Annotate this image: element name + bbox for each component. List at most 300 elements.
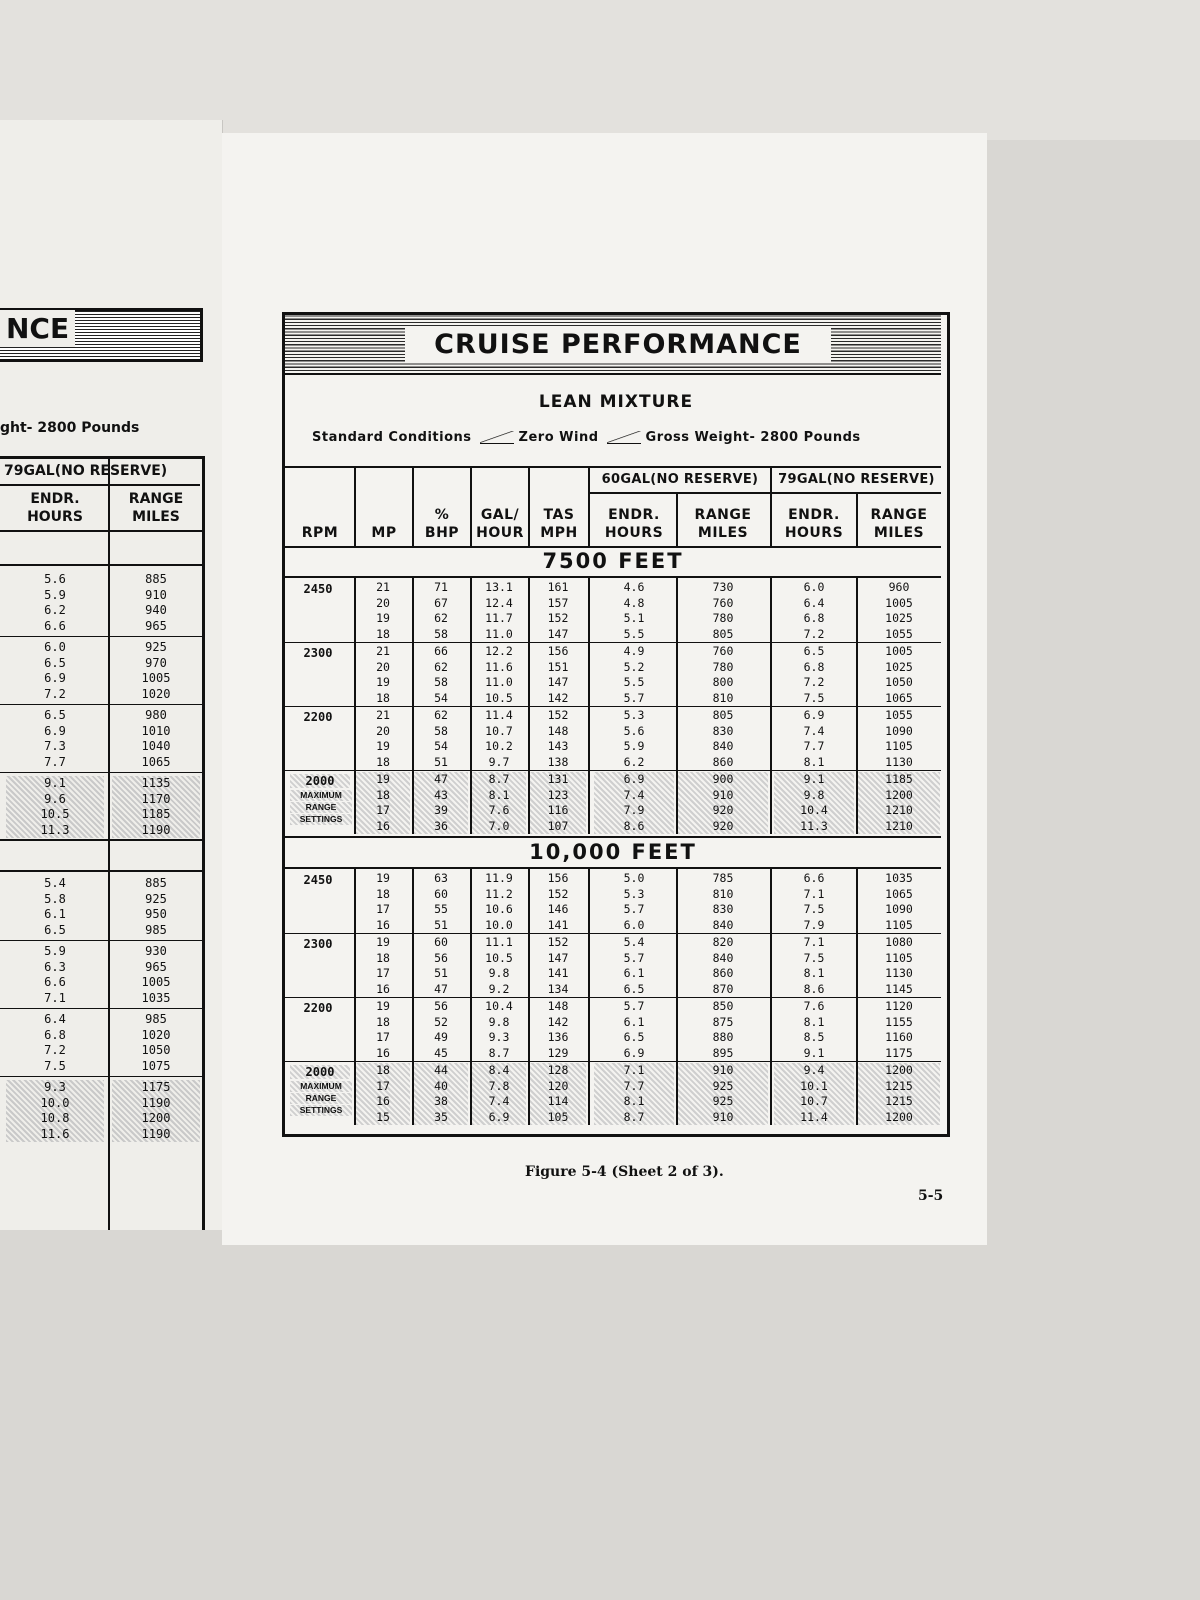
left-endr-cell: 11.6 <box>40 1126 70 1141</box>
column-divider <box>770 1061 772 1125</box>
col-range79-top: RANGE <box>870 507 928 523</box>
range79-cell: 960 <box>888 580 910 594</box>
tas-cell: 129 <box>547 1045 569 1060</box>
range60-cell: 910 <box>712 787 734 802</box>
group-header-rule <box>590 492 941 494</box>
endr60-cell: 5.6 <box>623 723 645 738</box>
range60-cell: 910 <box>712 1109 734 1124</box>
range79-cell: 1105 <box>885 739 913 753</box>
col-mp: MP <box>371 525 397 541</box>
gal-cell-column <box>472 999 526 1061</box>
endr79-cell: 7.4 <box>803 723 825 738</box>
gal-cell: 11.6 <box>485 659 513 674</box>
gal-cell: 11.1 <box>485 935 513 949</box>
left-range-cell: 980 <box>145 708 167 722</box>
col-bhp-bottom: BHP <box>424 525 460 541</box>
hdr-divider <box>676 492 678 546</box>
tas-cell: 134 <box>547 981 569 996</box>
left-endr-cell: 5.9 <box>44 587 66 602</box>
left-range-cell: 1190 <box>141 822 171 837</box>
endr60-cell: 8.1 <box>623 1094 645 1108</box>
mp-cell: 18 <box>376 1063 390 1077</box>
bhp-cell-column <box>414 871 468 933</box>
tas-cell: 128 <box>547 1063 569 1077</box>
endr79-cell: 9.8 <box>803 787 825 802</box>
range60-cell: 730 <box>712 580 734 594</box>
tas-cell: 142 <box>547 690 569 705</box>
left-endr-column <box>6 1012 104 1074</box>
column-divider <box>588 869 590 933</box>
endr60-cell: 6.2 <box>623 754 645 769</box>
range60-cell-column <box>678 999 768 1061</box>
col-endr60-top: ENDR. <box>608 507 660 523</box>
group-79gal: 79GAL(NO RESERVE) <box>778 472 935 487</box>
range79-cell: 1055 <box>885 626 913 641</box>
left-range-cell: 1020 <box>141 686 171 701</box>
range79-cell: 1005 <box>885 595 913 610</box>
endr79-cell: 9.1 <box>803 772 825 786</box>
left-endr-cell: 6.0 <box>44 640 66 654</box>
header-top-rule <box>285 466 941 468</box>
mp-cell: 18 <box>376 690 390 705</box>
range79-cell: 1025 <box>885 659 913 674</box>
tas-cell: 107 <box>547 818 569 833</box>
col-range79-bottom: MILES <box>873 525 925 541</box>
left-range-column <box>112 944 200 1006</box>
left-endr-cell: 10.0 <box>40 1095 70 1110</box>
left-endr-column <box>6 876 104 938</box>
range60-cell: 860 <box>712 754 734 769</box>
left-endr-cell: 10.5 <box>40 807 70 821</box>
left-group-rule <box>0 1008 202 1009</box>
endr79-cell: 6.4 <box>803 595 825 610</box>
bhp-cell-column <box>414 772 468 834</box>
range60-cell-column <box>678 935 768 997</box>
range60-cell: 785 <box>712 871 734 885</box>
hdr-divider <box>770 466 772 546</box>
column-divider <box>770 997 772 1061</box>
endr60-cell: 7.9 <box>623 803 645 817</box>
tas-cell-column <box>530 772 586 834</box>
endr60-cell-column <box>594 580 674 642</box>
range79-cell: 1160 <box>885 1030 913 1044</box>
left-endr-cell: 7.3 <box>44 739 66 753</box>
mp-cell: 20 <box>376 723 390 738</box>
tas-cell: 138 <box>547 754 569 769</box>
bhp-cell: 49 <box>434 1030 448 1044</box>
left-endr-cell: 7.7 <box>44 754 66 769</box>
endr60-cell: 6.1 <box>623 1014 645 1029</box>
col-rpm: RPM <box>301 525 339 541</box>
bhp-cell: 44 <box>434 1063 448 1077</box>
rpm-cell: 2200 <box>303 710 333 724</box>
range79-cell: 1105 <box>885 917 913 932</box>
page-number: 5-5 <box>918 1188 944 1204</box>
rpm-cell: 2000 <box>290 1065 350 1079</box>
section-rule <box>285 867 941 869</box>
tas-cell: 143 <box>547 739 569 753</box>
slash-separator-icon <box>480 431 514 444</box>
mp-cell: 19 <box>376 611 390 625</box>
bhp-cell: 71 <box>434 580 448 594</box>
mp-cell: 20 <box>376 659 390 674</box>
endr79-cell-column <box>774 644 854 706</box>
left-range-cell: 1135 <box>141 776 171 790</box>
endr79-cell: 7.9 <box>803 917 825 932</box>
range79-cell-column <box>858 708 940 770</box>
condition-wind: Zero Wind <box>518 430 599 445</box>
gal-cell: 10.6 <box>485 902 513 916</box>
endr60-cell: 6.5 <box>623 981 645 996</box>
left-range-cell: 925 <box>145 640 167 654</box>
mp-cell: 18 <box>376 754 390 769</box>
left-col-range: RANGE MILES <box>128 491 184 525</box>
left-endr-cell: 7.5 <box>44 1058 66 1073</box>
bhp-cell: 47 <box>434 772 448 786</box>
bhp-cell: 51 <box>434 917 448 932</box>
bhp-cell: 56 <box>434 999 448 1013</box>
bhp-cell: 35 <box>434 1109 448 1124</box>
left-range-cell: 1190 <box>141 1126 171 1141</box>
mp-cell: 16 <box>376 981 390 996</box>
col-tas-top: TAS <box>543 507 575 523</box>
col-gal-bottom: HOUR <box>476 525 524 541</box>
mp-cell: 16 <box>376 1094 390 1108</box>
gal-cell: 9.8 <box>488 966 510 980</box>
bhp-cell: 66 <box>434 644 448 658</box>
range60-cell: 920 <box>712 803 734 817</box>
range60-cell-column <box>678 580 768 642</box>
tas-cell: 152 <box>547 611 569 625</box>
tas-cell: 147 <box>547 626 569 641</box>
gal-cell: 7.0 <box>488 818 510 833</box>
col-range60-bottom: MILES <box>697 525 749 541</box>
tas-cell-column <box>530 708 586 770</box>
left-endr-cell: 5.6 <box>44 572 66 586</box>
left-endr-cell: 6.6 <box>44 618 66 633</box>
range60-cell-column <box>678 871 768 933</box>
left-endr-cell: 6.9 <box>44 671 66 685</box>
endr79-cell: 6.5 <box>803 644 825 658</box>
left-endr-column <box>6 640 104 702</box>
range79-cell: 1055 <box>885 708 913 722</box>
left-endr-cell: 5.9 <box>44 944 66 958</box>
hdr-divider <box>588 466 590 546</box>
bhp-cell: 60 <box>434 886 448 901</box>
rpm-cell: 2000 <box>290 774 350 788</box>
tas-cell: 105 <box>547 1109 569 1124</box>
left-range-cell: 930 <box>145 944 167 958</box>
gal-cell: 6.9 <box>488 1109 510 1124</box>
left-range-cell: 1040 <box>141 739 171 753</box>
left-title-fragment: NCE <box>0 310 75 347</box>
endr79-cell: 7.1 <box>803 886 825 901</box>
gal-cell: 13.1 <box>485 580 513 594</box>
range60-cell: 875 <box>712 1014 734 1029</box>
rpm-cell: 2300 <box>303 646 333 660</box>
mp-cell: 18 <box>376 626 390 641</box>
range79-cell: 1050 <box>885 675 913 689</box>
endr79-cell: 10.1 <box>800 1078 828 1093</box>
left-endr-cell: 5.8 <box>44 891 66 906</box>
endr79-cell: 8.6 <box>803 981 825 996</box>
bhp-cell-column <box>414 1063 468 1125</box>
left-range-cell: 1065 <box>141 754 171 769</box>
gal-cell: 11.7 <box>485 611 513 625</box>
mp-cell-column <box>356 999 410 1061</box>
left-endr-cell: 6.4 <box>44 1012 66 1026</box>
range79-cell: 1210 <box>885 818 913 833</box>
endr79-cell: 6.8 <box>803 659 825 674</box>
left-divider <box>108 459 110 1230</box>
endr79-cell: 9.1 <box>803 1045 825 1060</box>
range60-cell: 925 <box>712 1094 734 1108</box>
section-title-10000: 10,000 FEET <box>529 840 697 864</box>
range79-cell: 1130 <box>885 754 913 769</box>
endr60-cell-column <box>594 708 674 770</box>
tas-cell: 147 <box>547 950 569 965</box>
tas-cell: 156 <box>547 644 569 658</box>
tas-cell: 152 <box>547 886 569 901</box>
bhp-cell-column <box>414 999 468 1061</box>
range79-cell-column <box>858 871 940 933</box>
left-range-cell: 985 <box>145 922 167 937</box>
endr60-cell-column <box>594 1063 674 1125</box>
left-range-column <box>112 572 200 634</box>
range60-cell: 860 <box>712 966 734 980</box>
gal-cell: 9.8 <box>488 1014 510 1029</box>
tas-cell-column <box>530 644 586 706</box>
left-endr-cell: 9.1 <box>44 776 66 790</box>
bhp-cell-column <box>414 580 468 642</box>
column-divider <box>770 770 772 834</box>
bhp-cell: 43 <box>434 787 448 802</box>
bhp-cell: 62 <box>434 659 448 674</box>
hdr-divider <box>528 466 530 546</box>
endr60-cell: 5.0 <box>623 871 645 885</box>
gal-cell: 7.4 <box>488 1094 510 1108</box>
left-endr-column <box>6 776 104 838</box>
endr79-cell: 7.1 <box>803 935 825 949</box>
left-group-rule <box>0 940 202 941</box>
column-divider <box>588 997 590 1061</box>
endr79-cell: 6.9 <box>803 708 825 722</box>
endr79-cell-column <box>774 772 854 834</box>
rpm-cell: 2450 <box>303 873 333 887</box>
range60-cell: 840 <box>712 739 734 753</box>
mp-cell: 15 <box>376 1109 390 1124</box>
range79-cell: 1065 <box>885 886 913 901</box>
endr60-cell: 4.8 <box>623 595 645 610</box>
left-range-cell: 885 <box>145 876 167 890</box>
bhp-cell: 63 <box>434 871 448 885</box>
hdr-divider <box>412 466 414 546</box>
column-divider <box>588 642 590 706</box>
endr60-cell: 5.3 <box>623 886 645 901</box>
range79-cell-column <box>858 1063 940 1125</box>
rpm-cell: 2300 <box>303 937 333 951</box>
range60-cell: 900 <box>712 772 734 786</box>
mp-cell: 19 <box>376 772 390 786</box>
tas-cell-column <box>530 580 586 642</box>
rpm-cell: 2200 <box>303 1001 333 1015</box>
bhp-cell: 40 <box>434 1078 448 1093</box>
tas-cell-column <box>530 999 586 1061</box>
gal-cell-column <box>472 644 526 706</box>
gal-cell: 11.2 <box>485 886 513 901</box>
column-divider <box>770 578 772 642</box>
endr60-cell: 4.6 <box>623 580 645 594</box>
max-range-label: SETTINGS <box>290 1105 352 1116</box>
range60-cell-column <box>678 1063 768 1125</box>
endr79-cell: 7.7 <box>803 739 825 753</box>
mp-cell-column <box>356 871 410 933</box>
left-weight-fragment: ght- 2800 Pounds <box>0 420 140 436</box>
range60-cell: 800 <box>712 675 734 689</box>
left-header-rule <box>0 530 202 532</box>
range60-cell: 780 <box>712 659 734 674</box>
rpm-cell: 2450 <box>303 582 333 596</box>
endr79-cell: 11.4 <box>800 1109 828 1124</box>
gal-cell: 10.5 <box>485 690 513 705</box>
gal-cell: 12.2 <box>485 644 513 658</box>
left-range-column <box>112 1080 200 1142</box>
left-range-cell: 1010 <box>141 723 171 738</box>
left-group-header: 79GAL(NO RESERVE) <box>0 456 200 486</box>
endr60-cell: 4.9 <box>623 644 645 658</box>
left-col-endr: ENDR. HOURS <box>27 491 83 525</box>
mp-cell: 18 <box>376 886 390 901</box>
group-rule <box>285 997 941 998</box>
tas-cell: 131 <box>547 772 569 786</box>
endr79-cell: 7.5 <box>803 902 825 916</box>
endr60-cell: 5.7 <box>623 690 645 705</box>
endr60-cell: 8.6 <box>623 818 645 833</box>
gal-cell: 10.4 <box>485 999 513 1013</box>
mp-cell: 21 <box>376 644 390 658</box>
section-rule <box>285 836 941 838</box>
left-endr-column <box>6 944 104 1006</box>
tas-cell-column <box>530 935 586 997</box>
tas-cell: 157 <box>547 595 569 610</box>
left-endr-cell: 10.8 <box>40 1111 70 1125</box>
endr60-cell: 5.3 <box>623 708 645 722</box>
col-endr79-top: ENDR. <box>788 507 840 523</box>
condition-weight: Gross Weight- 2800 Pounds <box>645 430 861 445</box>
left-endr-cell: 7.2 <box>44 686 66 701</box>
left-endr-cell: 6.5 <box>44 655 66 670</box>
bhp-cell-column <box>414 644 468 706</box>
left-endr-cell: 6.8 <box>44 1027 66 1042</box>
range60-cell: 805 <box>712 626 734 641</box>
range79-cell-column <box>858 644 940 706</box>
group-rule <box>285 770 941 771</box>
left-range-cell: 910 <box>145 587 167 602</box>
left-endr-cell: 6.9 <box>44 723 66 738</box>
endr60-cell: 5.7 <box>623 902 645 916</box>
range60-cell: 840 <box>712 917 734 932</box>
range79-cell: 1200 <box>885 1063 913 1077</box>
range79-cell-column <box>858 935 940 997</box>
max-range-label: SETTINGS <box>290 814 352 825</box>
range60-cell: 805 <box>712 708 734 722</box>
max-range-label: RANGE <box>290 802 352 813</box>
left-range-cell: 1200 <box>141 1111 171 1125</box>
tas-cell: 147 <box>547 675 569 689</box>
bhp-cell: 45 <box>434 1045 448 1060</box>
endr79-cell: 7.5 <box>803 690 825 705</box>
range79-cell: 1090 <box>885 723 913 738</box>
endr60-cell-column <box>594 644 674 706</box>
range79-cell: 1215 <box>885 1078 913 1093</box>
left-range-cell: 940 <box>145 603 167 617</box>
left-range-cell: 1005 <box>141 671 171 685</box>
range79-cell-column <box>858 999 940 1061</box>
endr60-cell: 5.5 <box>623 626 645 641</box>
max-range-label: MAXIMUM <box>290 1081 352 1092</box>
left-endr-cell: 5.4 <box>44 876 66 890</box>
mp-cell-column <box>356 644 410 706</box>
tas-cell: 114 <box>547 1094 569 1108</box>
tas-cell: 152 <box>547 935 569 949</box>
bhp-cell: 36 <box>434 818 448 833</box>
column-divider <box>770 933 772 997</box>
endr79-cell: 11.3 <box>800 818 828 833</box>
endr79-cell: 7.6 <box>803 999 825 1013</box>
gal-cell: 7.8 <box>488 1078 510 1093</box>
left-group-rule <box>0 636 202 637</box>
range60-cell: 840 <box>712 950 734 965</box>
range60-cell: 760 <box>712 644 734 658</box>
tas-cell: 116 <box>547 803 569 817</box>
left-range-cell: 1175 <box>141 1080 171 1094</box>
column-divider <box>588 933 590 997</box>
left-endr-cell: 11.3 <box>40 822 70 837</box>
range60-cell: 870 <box>712 981 734 996</box>
tas-cell: 152 <box>547 708 569 722</box>
left-range-cell: 1005 <box>141 975 171 989</box>
bhp-cell: 55 <box>434 902 448 916</box>
endr60-cell: 5.4 <box>623 935 645 949</box>
endr79-cell-column <box>774 708 854 770</box>
column-divider <box>588 706 590 770</box>
left-endr-cell: 6.5 <box>44 708 66 722</box>
bhp-cell: 62 <box>434 611 448 625</box>
header-bottom-rule <box>285 546 941 548</box>
mp-cell: 17 <box>376 966 390 980</box>
range60-cell: 880 <box>712 1030 734 1044</box>
range60-cell: 810 <box>712 690 734 705</box>
left-endr-column <box>6 1080 104 1142</box>
tas-cell: 142 <box>547 1014 569 1029</box>
endr79-cell: 8.1 <box>803 754 825 769</box>
gal-cell: 8.4 <box>488 1063 510 1077</box>
tas-cell-column <box>530 1063 586 1125</box>
mp-cell: 16 <box>376 818 390 833</box>
mp-cell: 21 <box>376 580 390 594</box>
left-group-rule <box>0 1076 202 1077</box>
group-rule <box>285 642 941 643</box>
endr60-cell: 5.7 <box>623 950 645 965</box>
endr79-cell-column <box>774 580 854 642</box>
previous-page <box>0 120 223 1230</box>
range79-cell: 1200 <box>885 1109 913 1124</box>
section-title-7500: 7500 FEET <box>542 549 684 573</box>
max-range-label: RANGE <box>290 1093 352 1104</box>
left-endr-column <box>6 708 104 770</box>
mp-cell-column <box>356 708 410 770</box>
gal-cell: 10.7 <box>485 723 513 738</box>
